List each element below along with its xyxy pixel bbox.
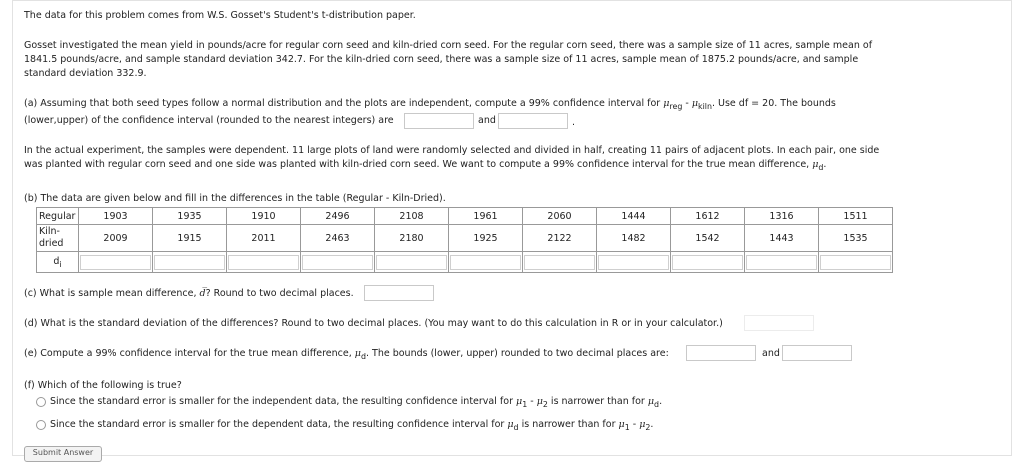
table-cell: 1915: [153, 225, 227, 252]
diff-cell: [79, 252, 153, 273]
part-e-lower-input[interactable]: [686, 345, 756, 361]
and-label: and: [762, 348, 780, 359]
part-a-question: (a) Assuming that both seed types follow a normal distribution and the plots are independent, compute a 99% confidence interval for $\mu_{reg} - \mu_{kiln}$. Use df = 20. The bounds: [24, 98, 836, 111]
table-cell: 1443: [745, 225, 819, 252]
table-cell: 2180: [375, 225, 449, 252]
diff-input[interactable]: [376, 255, 447, 270]
option-1-radio[interactable]: [36, 397, 46, 407]
table-cell: 1925: [449, 225, 523, 252]
diff-cell: [523, 252, 597, 273]
option-2-label[interactable]: Since the standard error is smaller for the dependent data, the resulting confidence interval for $\mu_d$ is narrower than for $\mu_1 - \mu_2$.: [50, 419, 654, 432]
experiment-line: was planted with regular corn seed and one side was planted with kiln-dried corn seed. We want to compute a 99% confidence interval for the true mean difference, $\mu_d$.: [24, 159, 827, 172]
diff-cell: [375, 252, 449, 273]
table-cell: 1903: [79, 208, 153, 225]
part-a-bounds-label: (lower,upper) of the confidence interval (rounded to the nearest integers) are: [24, 115, 394, 126]
diff-input[interactable]: [820, 255, 891, 270]
description-line: 1841.5 pounds/acre, and sample standard deviation 342.7. For the kiln-dried corn seed, there was a sample size of 11 acres, sample mean of 1875.2 pounds/acre, and sample: [24, 54, 859, 65]
row-label-regular: Regular: [37, 208, 79, 225]
part-b-question: (b) The data are given below and fill in the differences in the table (Regular - Kiln-Dried).: [24, 193, 446, 204]
diff-cell: [227, 252, 301, 273]
option-2-radio[interactable]: [36, 420, 46, 430]
diff-input[interactable]: [746, 255, 817, 270]
diff-input[interactable]: [302, 255, 373, 270]
table-row: [37, 252, 893, 273]
diff-input[interactable]: [154, 255, 225, 270]
description-line: standard deviation 332.9.: [24, 68, 147, 79]
part-d-input[interactable]: [744, 315, 814, 331]
diff-cell: [819, 252, 893, 273]
diff-input[interactable]: [80, 255, 151, 270]
part-f-question: (f) Which of the following is true?: [24, 380, 182, 391]
diff-input[interactable]: [228, 255, 299, 270]
table-cell: 2108: [375, 208, 449, 225]
diff-cell: [153, 252, 227, 273]
diff-cell: [745, 252, 819, 273]
table-row: [37, 225, 893, 252]
table-cell: 2122: [523, 225, 597, 252]
part-c-question: (c) What is sample mean difference, d̅? Round to two decimal places.: [24, 288, 354, 299]
table-cell: 2496: [301, 208, 375, 225]
data-table: [36, 207, 893, 273]
row-label-diff: $d_i$: [37, 252, 79, 273]
table-row: [37, 208, 893, 225]
table-cell: 1961: [449, 208, 523, 225]
table-cell: 2011: [227, 225, 301, 252]
table-cell: 2009: [79, 225, 153, 252]
experiment-line: In the actual experiment, the samples were dependent. 11 large plots of land were randomly selected and divided in half, creating 11 pairs of adjacent plots. In each pair, one side: [24, 145, 880, 156]
diff-cell: [449, 252, 523, 273]
part-c-input[interactable]: [364, 285, 434, 301]
table-cell: 1316: [745, 208, 819, 225]
table-cell: 1542: [671, 225, 745, 252]
part-a-lower-input[interactable]: [404, 113, 474, 129]
description-line: Gosset investigated the mean yield in pounds/acre for regular corn seed and kiln-dried corn seed. For the regular corn seed, there was a sample size of 11 acres, sample mean of: [24, 40, 873, 51]
period: .: [572, 117, 576, 128]
diff-input[interactable]: [524, 255, 595, 270]
part-e-question: (e) Compute a 99% confidence interval for the true mean difference, $\mu_d$. The bounds (lower, upper) rounded to two decimal places are:: [24, 348, 669, 361]
table-cell: 1482: [597, 225, 671, 252]
option-1-label[interactable]: Since the standard error is smaller for the independent data, the resulting confidence interval for $\mu_1 - \mu_2$ is narrower than for $\mu_d$.: [50, 396, 663, 409]
table-cell: 1444: [597, 208, 671, 225]
diff-cell: [597, 252, 671, 273]
intro-text: The data for this problem comes from W.S. Gosset's Student's t-distribution paper.: [24, 10, 416, 21]
diff-input[interactable]: [450, 255, 521, 270]
table-cell: 1910: [227, 208, 301, 225]
submit-answer-button[interactable]: Submit Answer: [24, 446, 102, 462]
diff-input[interactable]: [598, 255, 669, 270]
diff-cell: [301, 252, 375, 273]
diff-input[interactable]: [672, 255, 743, 270]
part-e-upper-input[interactable]: [782, 345, 852, 361]
table-cell: 2463: [301, 225, 375, 252]
table-cell: 1535: [819, 225, 893, 252]
table-cell: 1935: [153, 208, 227, 225]
row-label-kiln: Kiln-dried: [37, 225, 79, 252]
diff-cell: [671, 252, 745, 273]
and-label: and: [478, 115, 496, 126]
part-a-upper-input[interactable]: [498, 113, 568, 129]
table-cell: 1612: [671, 208, 745, 225]
table-cell: 2060: [523, 208, 597, 225]
table-cell: 1511: [819, 208, 893, 225]
part-d-question: (d) What is the standard deviation of the differences? Round to two decimal places. (You may want to do this calculation in R or in your calculator.): [24, 318, 723, 329]
